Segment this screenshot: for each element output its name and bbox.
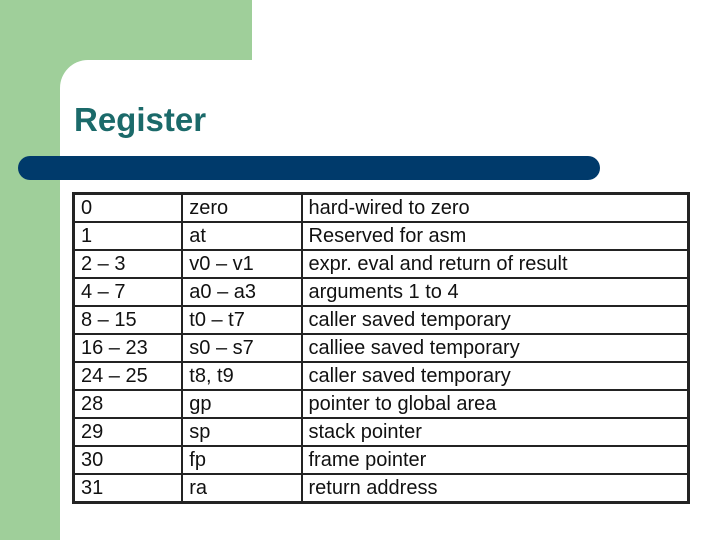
table-row (74, 194, 689, 223)
register-number: 16 – 23 (74, 334, 183, 362)
title-underline-bar (18, 156, 600, 180)
register-name: gp (182, 390, 301, 418)
register-number: 28 (74, 390, 183, 418)
table-row (74, 306, 689, 334)
register-usage: hard-wired to zero (302, 194, 689, 223)
register-usage: frame pointer (302, 446, 689, 474)
slide-title: Register (74, 101, 207, 138)
register-usage: calliee saved temporary (302, 334, 689, 362)
register-name: t0 – t7 (182, 306, 301, 334)
register-name: sp (182, 418, 301, 446)
register-number: 29 (74, 418, 183, 446)
register-usage: pointer to global area (302, 390, 689, 418)
table-row (74, 334, 689, 362)
register-usage: Reserved for asm (302, 222, 689, 250)
table-row (74, 250, 689, 278)
register-usage: caller saved temporary (302, 362, 689, 390)
register-number: 0 (74, 194, 183, 223)
register-name: t8, t9 (182, 362, 301, 390)
register-number: 30 (74, 446, 183, 474)
register-number: 2 – 3 (74, 250, 183, 278)
register-table (72, 192, 690, 504)
table-row (74, 446, 689, 474)
register-usage: return address (302, 474, 689, 503)
register-usage: expr. eval and return of result (302, 250, 689, 278)
register-name: s0 – s7 (182, 334, 301, 362)
register-usage: stack pointer (302, 418, 689, 446)
register-name: at (182, 222, 301, 250)
table-row (74, 418, 689, 446)
table-row (74, 362, 689, 390)
register-number: 4 – 7 (74, 278, 183, 306)
table-row (74, 278, 689, 306)
table-row (74, 474, 689, 503)
register-name: fp (182, 446, 301, 474)
register-number: 1 (74, 222, 183, 250)
register-usage: arguments 1 to 4 (302, 278, 689, 306)
table-row (74, 390, 689, 418)
register-number: 8 – 15 (74, 306, 183, 334)
register-usage: caller saved temporary (302, 306, 689, 334)
register-number: 31 (74, 474, 183, 503)
register-name: zero (182, 194, 301, 223)
register-name: a0 – a3 (182, 278, 301, 306)
table-row (74, 222, 689, 250)
register-name: ra (182, 474, 301, 503)
register-name: v0 – v1 (182, 250, 301, 278)
register-number: 24 – 25 (74, 362, 183, 390)
